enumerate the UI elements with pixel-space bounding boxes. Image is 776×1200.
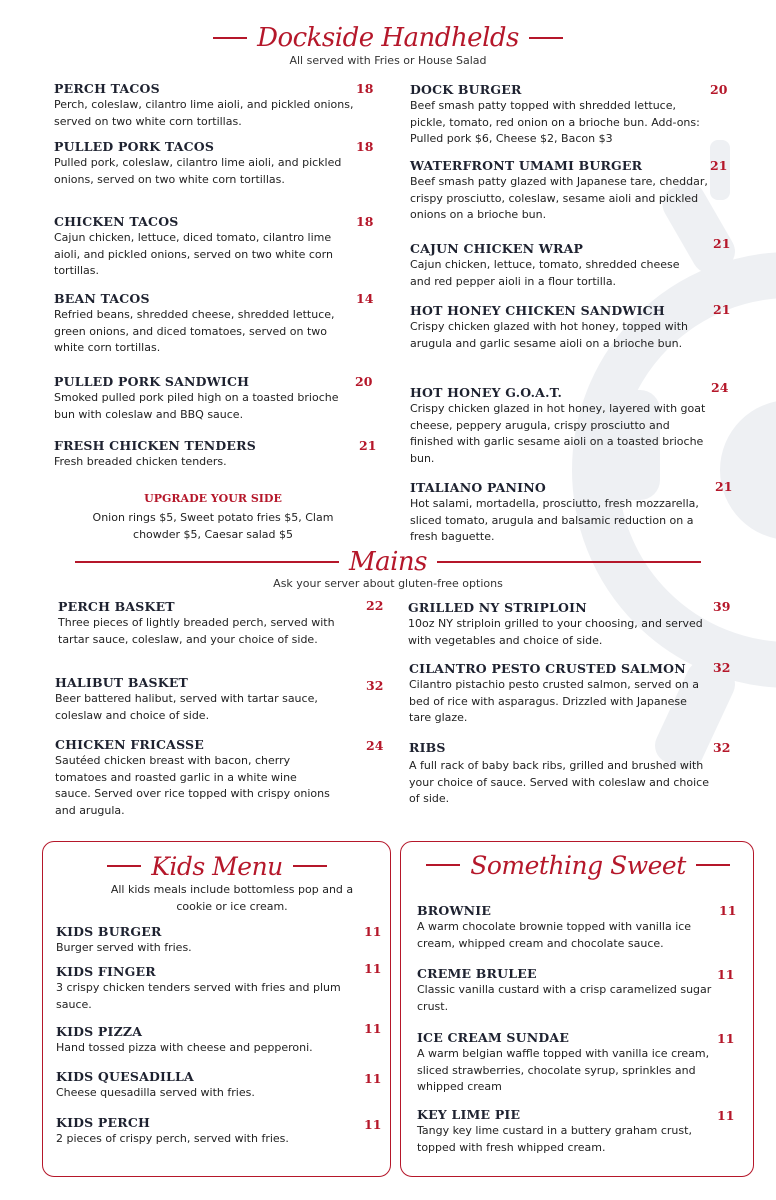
- item-price: 21: [710, 158, 728, 173]
- item-name: WATERFRONT UMAMI BURGER: [410, 158, 643, 173]
- item-name: ICE CREAM SUNDAE: [417, 1030, 570, 1045]
- upgrade-side: [80, 492, 346, 543]
- handhelds-header: [0, 18, 776, 58]
- item-description: Refried beans, shredded cheese, shredded lettuce, green onions, and diced tomatoes, served on two white corn tortillas.: [54, 308, 335, 354]
- kids-title: Kids Menu: [151, 851, 283, 881]
- item-price: 20: [355, 374, 373, 389]
- item-price: 18: [356, 214, 374, 229]
- menu-item: [410, 158, 710, 224]
- item-price: 18: [356, 81, 374, 96]
- menu-item: [410, 82, 710, 148]
- item-description: 3 crispy chicken tenders served with fries and plum sauce.: [56, 981, 341, 1011]
- item-price: 21: [713, 236, 731, 251]
- item-name: DOCK BURGER: [410, 82, 522, 97]
- item-name: CILANTRO PESTO CRUSTED SALMON: [409, 661, 686, 676]
- item-price: 21: [715, 479, 733, 494]
- item-description: Fresh breaded chicken tenders.: [54, 455, 227, 468]
- kids-header: [42, 848, 392, 884]
- mains-title: Mains: [348, 547, 428, 577]
- item-price: 14: [356, 291, 374, 306]
- menu-item: [56, 1069, 356, 1102]
- menu-item: [56, 1115, 356, 1148]
- item-price: 32: [713, 740, 731, 755]
- item-description: Smoked pulled pork piled high on a toasted brioche bun with coleslaw and BBQ sauce.: [54, 391, 339, 421]
- item-description: Sautéed chicken breast with bacon, cherry tomatoes and roasted garlic in a white wine sauce. Served over rice topped with crispy onions and arugula.: [55, 754, 330, 817]
- item-price: 24: [366, 738, 384, 753]
- item-price: 32: [713, 660, 731, 675]
- item-price: 20: [710, 82, 728, 97]
- item-description: Beer battered halibut, served with tartar sauce, coleslaw and choice of side.: [55, 692, 318, 722]
- item-description: Hot salami, mortadella, prosciutto, fresh mozzarella, sliced tomato, arugula and balsamic reduction on a fresh baguette.: [410, 497, 699, 543]
- item-description: Hand tossed pizza with cheese and pepperoni.: [56, 1041, 313, 1054]
- menu-item: [54, 438, 354, 471]
- title-rule-left: [75, 561, 339, 563]
- item-description: Three pieces of lightly breaded perch, served with tartar sauce, coleslaw, and your choice of side.: [58, 616, 335, 646]
- item-name: PULLED PORK TACOS: [54, 139, 215, 154]
- item-description: Cajun chicken, lettuce, diced tomato, cilantro lime aioli, and pickled onions, served on two white corn tortillas.: [54, 231, 333, 277]
- item-name: GRILLED NY STRIPLOIN: [408, 600, 587, 615]
- menu-item: [417, 1030, 717, 1096]
- item-description: Beef smash patty topped with shredded lettuce, pickle, tomato, red onion on a brioche bun. Add-ons: Pulled pork $6, Cheese $2, Bacon $3: [410, 99, 700, 145]
- title-rule-left: [107, 865, 141, 867]
- item-price: 22: [366, 598, 384, 613]
- handhelds-title: Dockside Handhelds: [257, 23, 519, 53]
- menu-item: [54, 81, 354, 130]
- item-name: KIDS BURGER: [56, 924, 162, 939]
- item-price: 11: [364, 924, 382, 939]
- item-name: BROWNIE: [417, 903, 492, 918]
- menu-item: [55, 737, 335, 819]
- item-price: 32: [366, 678, 384, 693]
- item-name: RIBS: [409, 740, 446, 755]
- menu-item: [410, 303, 710, 352]
- item-description: Cajun chicken, lettuce, tomato, shredded cheese and red pepper aioli in a flour tortilla.: [410, 258, 680, 288]
- menu-item: [56, 964, 346, 1013]
- mains-subtitle: Ask your server about gluten-free options: [273, 577, 503, 590]
- item-name: ITALIANO PANINO: [410, 480, 546, 495]
- title-rule-left: [213, 37, 247, 39]
- item-description: A warm chocolate brownie topped with vanilla ice cream, whipped cream and chocolate sauce.: [417, 920, 692, 950]
- item-name: PERCH TACOS: [54, 81, 160, 96]
- item-description: Crispy chicken glazed with hot honey, topped with arugula and garlic sesame aioli on a brioche bun.: [410, 320, 688, 350]
- item-price: 11: [364, 1071, 382, 1086]
- item-description: 2 pieces of crispy perch, served with fries.: [56, 1132, 289, 1145]
- sweet-header: [400, 846, 756, 884]
- item-name: KIDS FINGER: [56, 964, 156, 979]
- item-price: 11: [364, 1117, 382, 1132]
- title-rule-right: [437, 561, 701, 563]
- handhelds-subtitle: All served with Fries or House Salad: [289, 54, 487, 67]
- item-price: 21: [713, 302, 731, 317]
- item-description: Perch, coleslaw, cilantro lime aioli, and pickled onions, served on two white corn tortillas.: [54, 98, 354, 128]
- item-name: KIDS PERCH: [56, 1115, 151, 1130]
- menu-item: [56, 1024, 356, 1057]
- menu-item: [56, 924, 356, 957]
- item-name: HALIBUT BASKET: [55, 675, 189, 690]
- item-price: 18: [356, 139, 374, 154]
- title-rule-left: [426, 864, 460, 866]
- item-name: FRESH CHICKEN TENDERS: [54, 438, 256, 453]
- item-description: A full rack of baby back ribs, grilled and brushed with your choice of sauce. Served with coleslaw and choice of side.: [409, 759, 709, 805]
- menu-item: [410, 480, 710, 546]
- item-price: 39: [713, 599, 731, 614]
- menu-item: [409, 740, 709, 808]
- kids-subtitle: All kids meals include bottomless pop and a cookie or ice cream.: [110, 883, 354, 913]
- item-name: KIDS PIZZA: [56, 1024, 143, 1039]
- item-price: 24: [711, 380, 729, 395]
- menu-item: [58, 599, 350, 648]
- upgrade-title: UPGRADE YOUR SIDE: [144, 492, 282, 505]
- menu-item: [54, 139, 354, 188]
- item-price: 11: [719, 903, 737, 918]
- title-rule-right: [529, 37, 563, 39]
- menu-item: [409, 661, 709, 727]
- item-name: CHICKEN TACOS: [54, 214, 179, 229]
- item-description: Tangy key lime custard in a buttery graham crust, topped with fresh whipped cream.: [417, 1124, 692, 1154]
- menu-item: [54, 214, 354, 280]
- title-rule-right: [293, 865, 327, 867]
- item-name: HOT HONEY CHICKEN SANDWICH: [410, 303, 665, 318]
- item-name: CAJUN CHICKEN WRAP: [410, 241, 584, 256]
- menu-item: [55, 675, 355, 724]
- item-name: KEY LIME PIE: [417, 1107, 521, 1122]
- item-description: Beef smash patty glazed with Japanese tare, cheddar, crispy prosciutto, coleslaw, sesame aioli and pickled onions on a brioche bun.: [410, 175, 708, 221]
- menu-item: [417, 1107, 723, 1156]
- item-name: KIDS QUESADILLA: [56, 1069, 194, 1084]
- item-price: 11: [717, 1031, 735, 1046]
- item-price: 21: [359, 438, 377, 453]
- menu-item: [410, 385, 710, 467]
- item-name: CREME BRULEE: [417, 966, 537, 981]
- item-name: CHICKEN FRICASSE: [55, 737, 204, 752]
- item-description: Crispy chicken glazed in hot honey, layered with goat cheese, peppery arugula, crispy prosciutto and finished with garlic sesame aioli on a toasted brioche bun.: [410, 402, 706, 465]
- item-name: HOT HONEY G.O.A.T.: [410, 385, 563, 400]
- item-name: PERCH BASKET: [58, 599, 175, 614]
- menu-item: [417, 903, 717, 952]
- menu-item: [54, 374, 354, 423]
- upgrade-text: Onion rings $5, Sweet potato fries $5, Clam chowder $5, Caesar salad $5: [92, 511, 334, 541]
- item-description: A warm belgian waffle topped with vanilla ice cream, sliced strawberries, chocolate syrup, sprinkles and whipped cream: [417, 1047, 710, 1093]
- title-rule-right: [696, 864, 730, 866]
- item-price: 11: [717, 967, 735, 982]
- menu-item: [408, 600, 708, 649]
- item-price: 11: [364, 961, 382, 976]
- mains-header: [0, 544, 776, 580]
- item-description: Cheese quesadilla served with fries.: [56, 1086, 255, 1099]
- item-description: 10oz NY striploin grilled to your choosing, and served with vegetables and choice of side.: [408, 617, 703, 647]
- item-description: Cilantro pistachio pesto crusted salmon, served on a bed of rice with asparagus. Drizzled with Japanese tare glaze.: [409, 678, 699, 724]
- item-price: 11: [364, 1021, 382, 1036]
- menu-item: [54, 291, 354, 357]
- item-price: 11: [717, 1108, 735, 1123]
- item-description: Classic vanilla custard with a crisp caramelized sugar crust.: [417, 983, 712, 1013]
- item-description: Burger served with fries.: [56, 941, 192, 954]
- menu-item: [410, 241, 700, 290]
- item-name: PULLED PORK SANDWICH: [54, 374, 250, 389]
- sweet-title: Something Sweet: [470, 850, 686, 880]
- item-name: BEAN TACOS: [54, 291, 150, 306]
- menu-item: [417, 966, 717, 1015]
- item-description: Pulled pork, coleslaw, cilantro lime aioli, and pickled onions, served on two white corn tortillas.: [54, 156, 342, 186]
